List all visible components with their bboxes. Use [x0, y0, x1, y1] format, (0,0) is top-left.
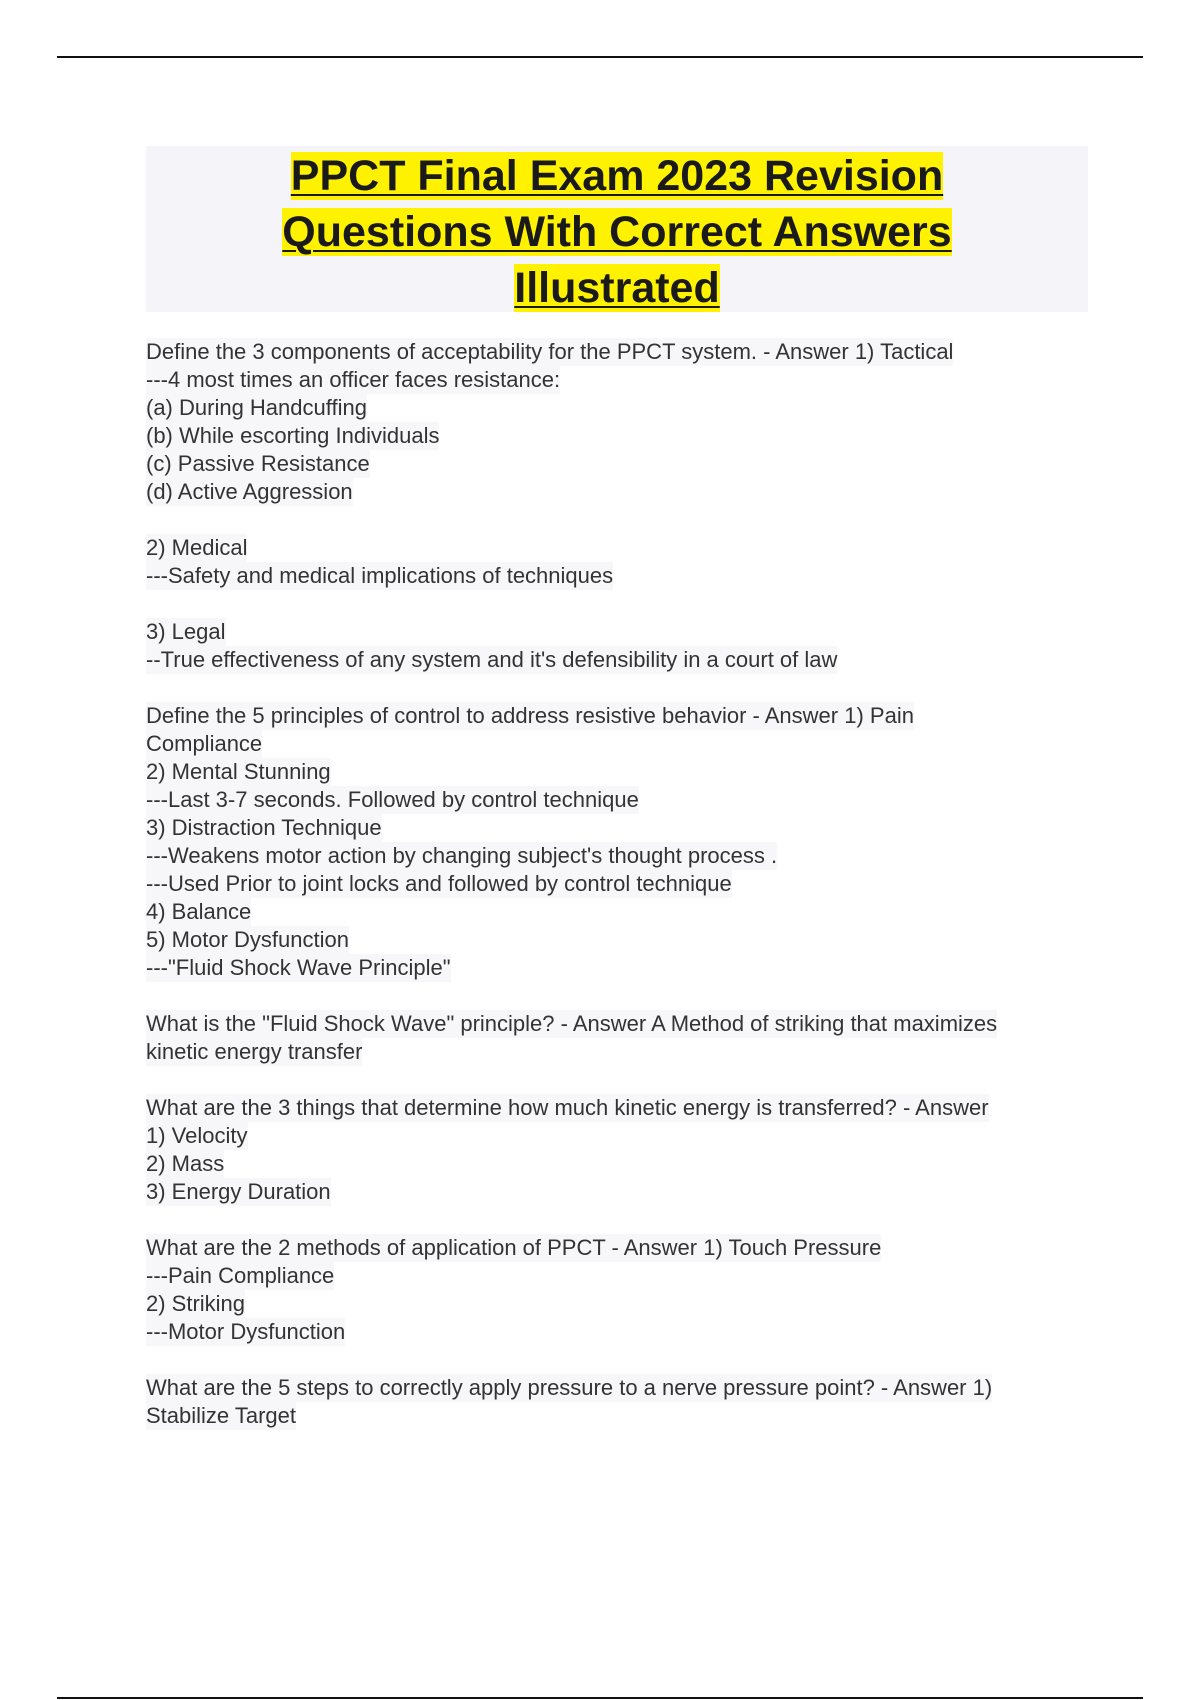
- text-line: 3) Distraction Technique: [146, 815, 382, 840]
- title-line-1: PPCT Final Exam 2023 Revision: [290, 152, 944, 200]
- footer-rule: [57, 1697, 1143, 1699]
- text-line: ---Used Prior to joint locks and followed by control technique: [146, 871, 732, 896]
- qa-block-legal: [146, 618, 1096, 674]
- text-line: 3) Energy Duration: [146, 1179, 331, 1204]
- text-line: 2) Mass: [146, 1151, 225, 1176]
- qa-block-application-methods: [146, 1234, 1096, 1346]
- text-line: What are the 2 methods of application of PPCT - Answer 1) Touch Pressure: [146, 1235, 882, 1260]
- title-line-3: Illustrated: [514, 264, 720, 312]
- text-line: (d) Active Aggression: [146, 479, 353, 504]
- text-line: kinetic energy transfer: [146, 1039, 363, 1064]
- text-line: 4) Balance: [146, 899, 252, 924]
- text-line: ---Pain Compliance: [146, 1263, 335, 1288]
- text-line: (b) While escorting Individuals: [146, 423, 440, 448]
- text-line: ---4 most times an officer faces resistance:: [146, 367, 561, 392]
- text-line: 2) Medical: [146, 535, 248, 560]
- text-line: What is the "Fluid Shock Wave" principle? - Answer A Method of striking that maximizes: [146, 1011, 998, 1036]
- text-line: --True effectiveness of any system and it's defensibility in a court of law: [146, 647, 838, 672]
- qa-block-fluid-shock-wave: [146, 1010, 1096, 1066]
- text-line: Define the 5 principles of control to address resistive behavior - Answer 1) Pain: [146, 703, 914, 728]
- header-rule: [57, 56, 1143, 58]
- text-line: 2) Mental Stunning: [146, 759, 331, 784]
- qa-block-pressure-steps: [146, 1374, 1096, 1430]
- text-line: Define the 3 components of acceptability for the PPCT system. - Answer 1) Tactical: [146, 339, 954, 364]
- qa-block-principles: [146, 702, 1096, 982]
- text-line: ---Last 3-7 seconds. Followed by control technique: [146, 787, 639, 812]
- text-line: Compliance: [146, 731, 263, 756]
- qa-block-acceptability: [146, 338, 1096, 506]
- text-line: 2) Striking: [146, 1291, 246, 1316]
- text-line: ---Safety and medical implications of techniques: [146, 563, 614, 588]
- text-line: ---Motor Dysfunction: [146, 1319, 346, 1344]
- document-body: [146, 338, 1096, 1458]
- qa-block-kinetic-energy: [146, 1094, 1096, 1206]
- qa-block-medical: [146, 534, 1096, 590]
- text-line: (c) Passive Resistance: [146, 451, 370, 476]
- text-line: 1) Velocity: [146, 1123, 248, 1148]
- text-line: ---Weakens motor action by changing subject's thought process .: [146, 843, 778, 868]
- text-line: What are the 5 steps to correctly apply pressure to a nerve pressure point? - Answer 1): [146, 1375, 993, 1400]
- document-title: [146, 146, 1088, 316]
- text-line: 5) Motor Dysfunction: [146, 927, 349, 952]
- text-line: Stabilize Target: [146, 1403, 297, 1428]
- title-line-2: Questions With Correct Answers: [282, 208, 952, 256]
- text-line: ---"Fluid Shock Wave Principle": [146, 955, 451, 980]
- title-box: [146, 146, 1088, 312]
- text-line: What are the 3 things that determine how much kinetic energy is transferred? - Answer: [146, 1095, 989, 1120]
- text-line: 3) Legal: [146, 619, 226, 644]
- text-line: (a) During Handcuffing: [146, 395, 367, 420]
